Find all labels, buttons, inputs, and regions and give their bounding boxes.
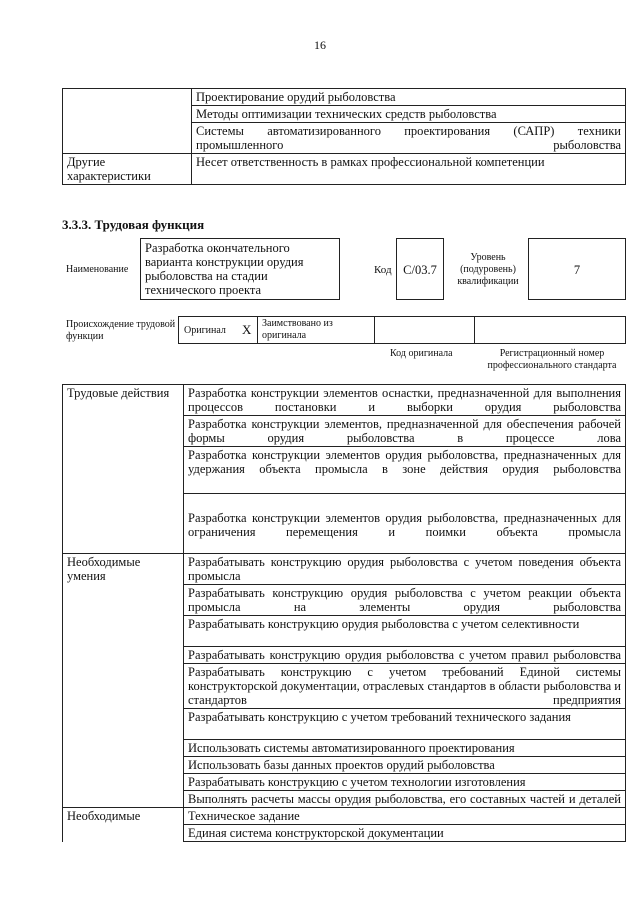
skill: Разрабатывать конструкцию орудия рыболовства с учетом правил рыболовства (184, 647, 626, 664)
skills-label: Необходимые умения (63, 554, 184, 808)
section-heading: 3.3.3. Трудовая функция (62, 217, 205, 232)
labor-actions-label: Трудовые действия (63, 385, 184, 554)
other-characteristics-label: Другие характеристики (63, 154, 192, 185)
table-row (63, 89, 626, 106)
table-row (63, 554, 626, 585)
skill: Разрабатывать конструкцию с учетом технологии изготовления (184, 774, 626, 791)
labor-action: Разработка конструкции элементов оснастки, предназначенной для выполнения процессов постановки и выборки орудия рыболовства (184, 385, 626, 416)
table-cell: Несет ответственность в рамках профессиональной компетенции (192, 154, 626, 185)
page-number: 16 (314, 38, 326, 52)
skill: Разрабатывать конструкцию с учетом требований технического задания (184, 709, 626, 740)
name-label: Наименование (66, 264, 129, 275)
function-name-box: Разработка окончательного варианта конструкции орудия рыболовства на стадии технического проекта (140, 238, 340, 300)
labor-action: Разработка конструкции элементов орудия рыболовства, предназначенных для ограничения перемещения и поимки объекта промысла (184, 494, 626, 554)
divider (257, 316, 258, 344)
divider (474, 316, 475, 344)
original-label: Оригинал (184, 325, 226, 336)
skill: Разрабатывать конструкцию с учетом требований Единой системы конструкторской документации, отраслевых стандартов в области рыболовства и стандартов предприятия (184, 664, 626, 709)
skill: Использовать системы автоматизированного проектирования (184, 740, 626, 757)
skill: Разрабатывать конструкцию орудия рыболовства с учетом поведения объекта промысла (184, 554, 626, 585)
original-mark: X (242, 322, 252, 337)
skill: Использовать базы данных проектов орудий рыболовства (184, 757, 626, 774)
table-cell (63, 89, 192, 106)
divider (374, 316, 375, 344)
labor-action: Разработка конструкции элементов, предназначенной для обеспечения рабочей формы орудия рыболовства в процессе лова (184, 416, 626, 447)
table-cell: Методы оптимизации технических средств рыболовства (192, 106, 626, 123)
knowledge-item: Единая система конструкторской документации (184, 825, 626, 842)
function-code-box: С/03.7 (396, 238, 444, 300)
reg-number-label: Регистрационный номер профессионального стандарта (487, 348, 617, 371)
table-row (63, 385, 626, 416)
main-table (62, 384, 626, 842)
code-original-label: Код оригинала (390, 348, 453, 359)
table-cell (63, 123, 192, 154)
code-label: Код (374, 264, 392, 276)
knowledge-item: Техническое задание (184, 808, 626, 825)
table-cell: Системы автоматизированного проектирования (САПР) техники промышленного рыболовства (192, 123, 626, 154)
level-label: Уровень (подуровень) квалификации (457, 252, 519, 287)
table-cell: Проектирование орудий рыболовства (192, 89, 626, 106)
table-row (63, 106, 626, 123)
origin-label: Происхождение трудовой функции (66, 319, 176, 342)
table-row (63, 123, 626, 154)
level-value-box: 7 (528, 238, 626, 300)
skill: Выполнять расчеты массы орудия рыболовства, его составных частей и деталей (184, 791, 626, 808)
skill: Разрабатывать конструкцию орудия рыболовства с учетом реакции объекта промысла на элементы орудия рыболовства (184, 585, 626, 616)
knowledge-label: Необходимые (63, 808, 184, 842)
skill: Разрабатывать конструкцию орудия рыболовства с учетом селективности (184, 616, 626, 647)
labor-action: Разработка конструкции элементов орудия рыболовства, предназначенных для удержания объекта промысла в зоне действия орудия рыболовства (184, 447, 626, 494)
borrowed-label: Заимствовано из оригинала (262, 318, 333, 341)
table-row (63, 154, 626, 185)
table-cell (63, 106, 192, 123)
table-row (63, 808, 626, 825)
top-table (62, 88, 626, 185)
